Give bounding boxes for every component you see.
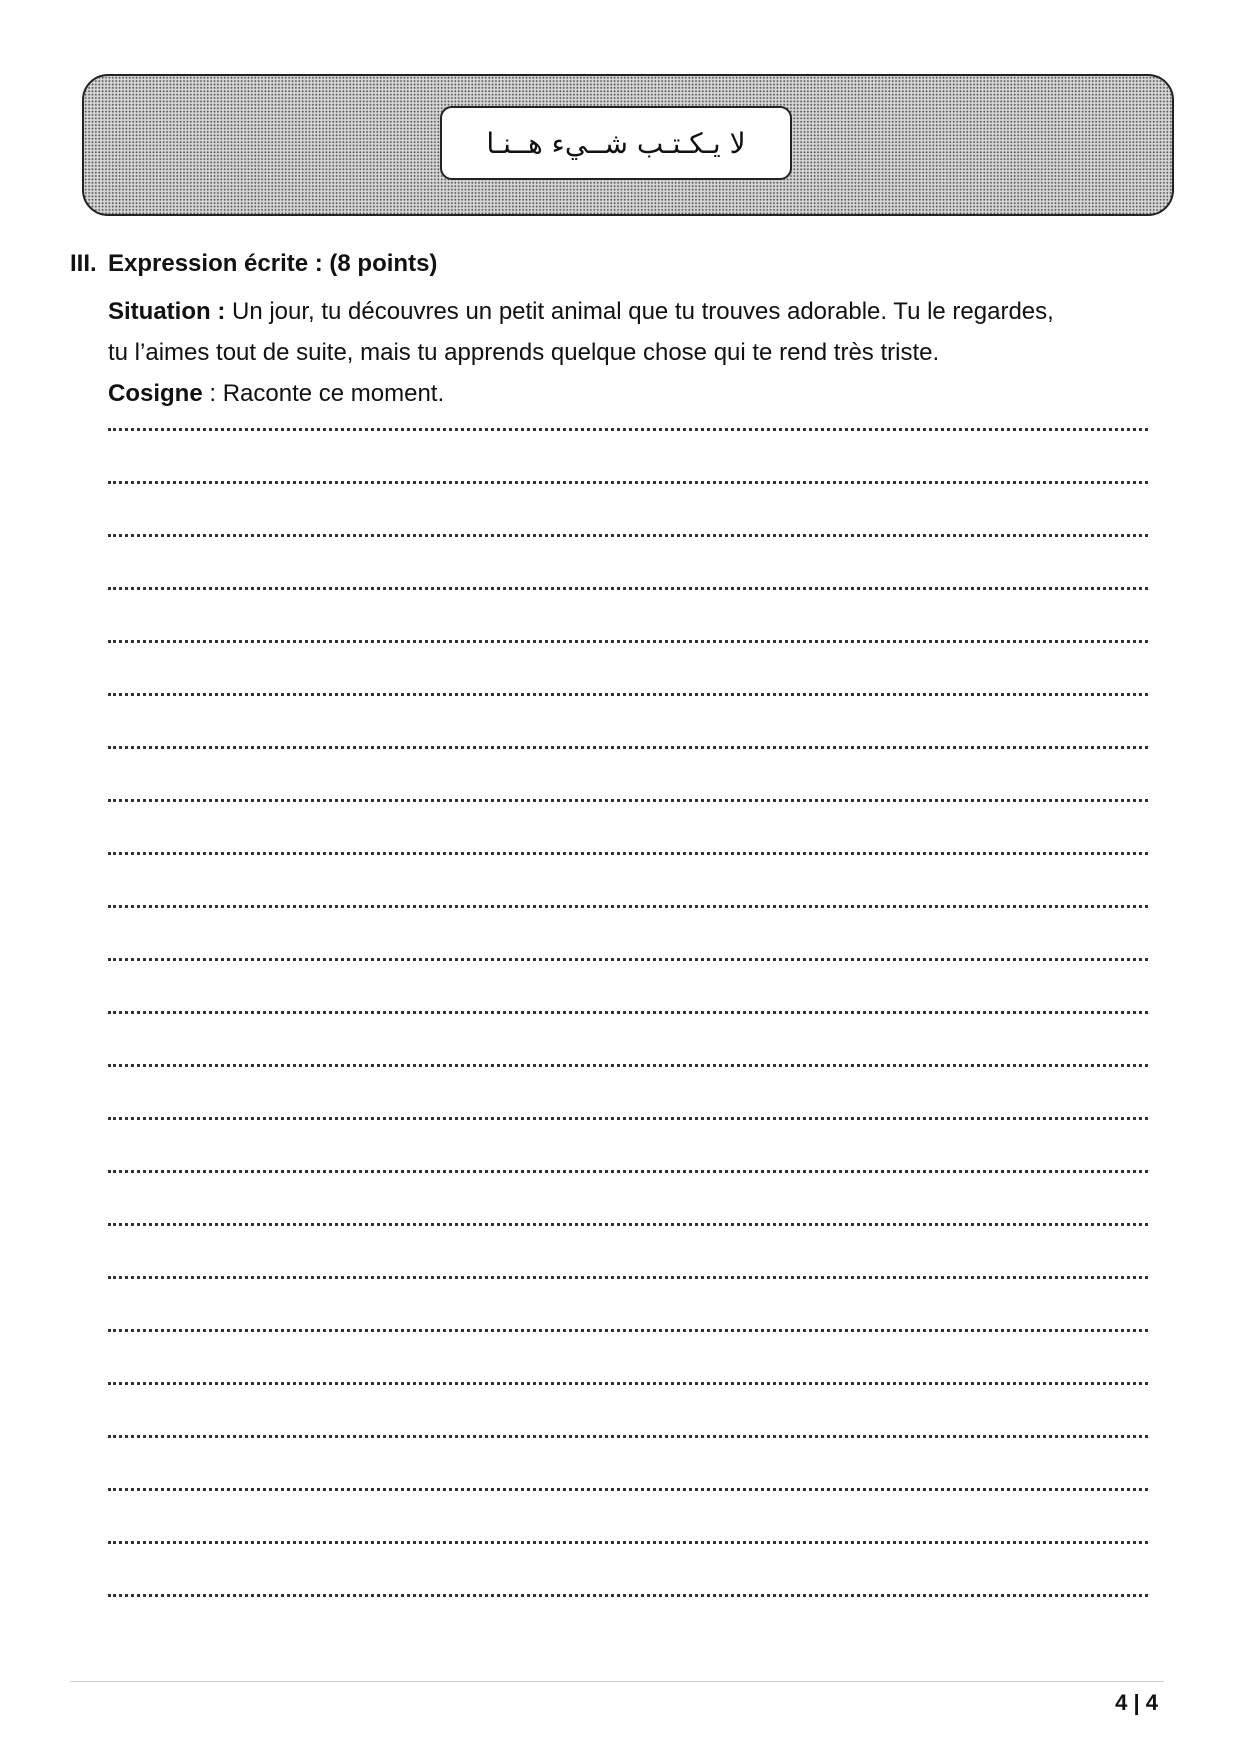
section-title-text: Expression écrite : (8 points) — [108, 250, 438, 277]
answer-line[interactable] — [108, 481, 1148, 484]
answer-line[interactable] — [108, 1329, 1148, 1332]
answer-line[interactable] — [108, 1064, 1148, 1067]
instruction-text: : Raconte ce moment. — [202, 380, 445, 407]
answer-line[interactable] — [108, 693, 1148, 696]
answer-line[interactable] — [108, 958, 1148, 961]
answer-line[interactable] — [108, 1011, 1148, 1014]
answer-line[interactable] — [108, 640, 1148, 643]
answer-line[interactable] — [108, 1223, 1148, 1226]
answer-line[interactable] — [108, 1488, 1148, 1491]
answer-line[interactable] — [108, 1170, 1148, 1173]
do-not-write-notice: لا يـكـتـب شــيء هــنـا — [440, 106, 792, 180]
situation-paragraph — [108, 291, 1178, 332]
instruction-paragraph — [108, 373, 1178, 414]
answer-line[interactable] — [108, 905, 1148, 908]
answer-line[interactable] — [108, 587, 1148, 590]
section-title — [70, 250, 437, 278]
answer-line[interactable] — [108, 428, 1148, 431]
answer-line[interactable] — [108, 1117, 1148, 1120]
answer-line[interactable] — [108, 1594, 1148, 1597]
situation-text-line1: Un jour, tu découvres un petit animal que tu trouves adorable. Tu le regardes, — [225, 298, 1054, 325]
section-number: III. — [70, 250, 97, 277]
answer-line[interactable] — [108, 1541, 1148, 1544]
answer-area[interactable] — [108, 428, 1148, 1647]
page-number: 4 | 4 — [1115, 1690, 1158, 1715]
answer-line[interactable] — [108, 746, 1148, 749]
instruction-label: Cosigne — [108, 380, 203, 407]
answer-line[interactable] — [108, 1435, 1148, 1438]
footer-divider — [70, 1681, 1164, 1682]
answer-line[interactable] — [108, 1382, 1148, 1385]
answer-line[interactable] — [108, 534, 1148, 537]
situation-paragraph-continued — [108, 332, 1178, 373]
situation-text-line2: tu l’aimes tout de suite, mais tu apprends quelque chose qui te rend très triste. — [108, 339, 940, 366]
situation-label: Situation : — [108, 298, 226, 325]
answer-line[interactable] — [108, 1276, 1148, 1279]
answer-line[interactable] — [108, 799, 1148, 802]
answer-line[interactable] — [108, 852, 1148, 855]
